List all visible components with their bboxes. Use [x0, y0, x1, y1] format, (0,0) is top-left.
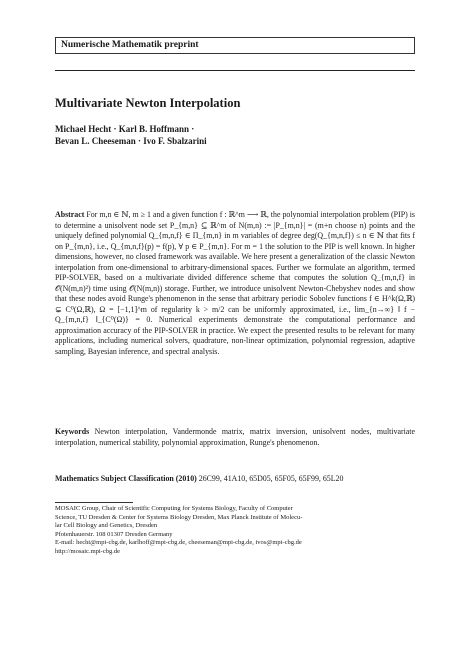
- msc-block: [55, 474, 415, 485]
- footnote-line: Science, TU Dresden & Center for Systems Biology Dresden, Max Planck Institute of Molecu-: [55, 513, 303, 521]
- footnote-line: E-mail: hecht@mpi-cbg.de, karlhoff@mpi-cbg.de, cheeseman@mpi-cbg.de, ivos@mpi-cbg.de: [55, 539, 302, 547]
- footnote-line: http://mosaic.mpi-cbg.de: [55, 547, 120, 555]
- journal-label: Numerische Mathematik preprint: [61, 40, 199, 50]
- footnote-line: lar Cell Biology and Genetics, Dresden: [55, 522, 158, 530]
- keywords-block: [55, 427, 415, 448]
- header-rule: [55, 70, 415, 71]
- author-list: [55, 124, 207, 147]
- author-line: Bevan L. Cheeseman · Ivo F. Sbalzarini: [55, 135, 207, 146]
- abstract-label: Abstract: [55, 210, 85, 219]
- journal-label-box: [55, 37, 415, 54]
- footnote-rule: [55, 502, 133, 503]
- affiliation-footnote: [55, 505, 415, 557]
- footnote-line: MOSAIC Group, Chair of Scientific Computing for Systems Biology, Faculty of Computer: [55, 505, 293, 512]
- msc-codes: 26C99, 41A10, 65D05, 65F05, 65F99, 65L20: [198, 474, 344, 483]
- abstract-block: [55, 210, 415, 357]
- msc-label: Mathematics Subject Classification (2010): [55, 474, 197, 483]
- abstract-text: For m,n ∈ ℕ, m ≥ 1 and a given function f : ℝ^m ⟶ ℝ, the polynomial interpolation problem (PIP) is to determine a unisolvent node set P_{m,n} ⊆ ℝ^m of N(m,n) := |P_{m,n}| = (m+n choose n) points and the uniquely defined polynomial Q_{m,n,f} ∈ Π_{m,n} in m variables of degree deg(Q_{m,n,f}) ≤ n ∈ ℕ that fits f on P_{m,n}, i.e., Q_{m,n,f}(p) = f(p), ∀ p ∈ P_{m,n}. For m = 1 the solution to the PIP is well known. In higher dimensions, however, no closed framework was available. We here present a generalization of the classic Newton interpolation from one-dimensional to arbitrary-dimensional spaces. Further we formulate an algorithm, termed PIP-SOLVER, based on a multivariate divided difference scheme that computes the solution Q_{m,n,f} in 𝒪(N(m,n)²) time using 𝒪(N(m,n)) storage. Further, we introduce unisolvent Newton-Chebyshev nodes and show that these nodes avoid Runge's phenomenon in the sense that arbitrary periodic Sobolev functions f ∈ H^k(Ω,ℝ) ⊊ C⁰(Ω,ℝ), Ω = [−1,1]^m of regularity k > m/2 can be uniformly approximated, i.e., lim_{n→∞} ‖ f − Q_{m,n,f} ‖_{C⁰(Ω)} = 0. Numerical experiments demonstrate the computational performance and approximation accuracy of the PIP-SOLVER in practice. We expect the presented results to be relevant for many applications, including numerical solvers, quadrature, non-linear optimization, polynomial regression, adaptive sampling, Bayesian inference, and spectral analysis.: [55, 210, 415, 356]
- keywords-text: Newton interpolation, Vandermonde matrix, matrix inversion, unisolvent nodes, multivariate interpolation, numerical stability, polynomial approximation, Runge's phenomenon.: [55, 427, 416, 447]
- author-line: Michael Hecht · Karl B. Hoffmann ·: [55, 124, 195, 134]
- paper-title: Multivariate Newton Interpolation: [55, 96, 241, 110]
- footnote-line: Pfotenhauerstr. 108 01307 Dresden Germany: [55, 530, 173, 538]
- keywords-label: Keywords: [55, 427, 90, 436]
